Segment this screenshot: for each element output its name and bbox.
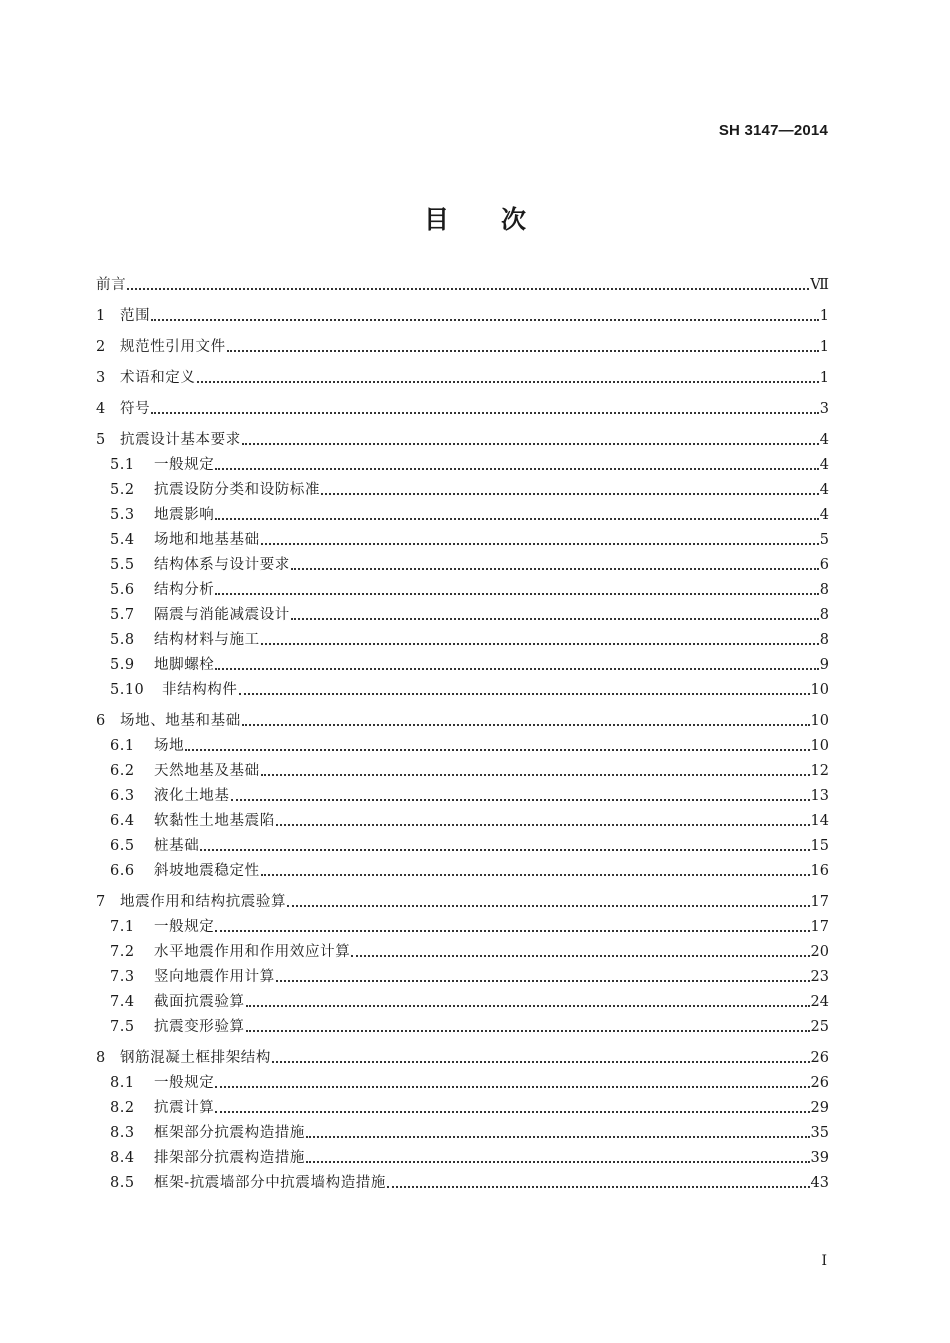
toc-entry-label: 前言: [96, 277, 127, 293]
toc-entry-page: 4: [819, 482, 829, 498]
toc-leader-dots: [197, 367, 819, 383]
toc-leader-dots: [291, 554, 819, 570]
toc-entry-number: 7.3: [110, 969, 135, 985]
toc-leader-dots: [306, 1147, 810, 1163]
toc-entry-label: 天然地基及基础: [154, 763, 260, 779]
toc-entry[interactable]: [96, 889, 829, 911]
toc-entry-page: 35: [810, 1125, 829, 1141]
toc-leader-dots: [215, 916, 809, 932]
toc-entry-page: 20: [810, 944, 829, 960]
toc-leader-dots: [246, 1016, 810, 1032]
toc-entry-number: 7.1: [110, 919, 135, 935]
toc-entry[interactable]: [96, 427, 829, 449]
toc-leader-dots: [276, 966, 810, 982]
toc-entry[interactable]: [96, 783, 829, 805]
toc-leader-dots: [215, 454, 818, 470]
toc-entry-number: 5.9: [110, 657, 135, 673]
toc-entry-label: 结构体系与设计要求: [154, 557, 290, 573]
toc-entry-page: 5: [819, 532, 829, 548]
toc-entry-label: 一般规定: [154, 457, 215, 473]
toc-leader-dots: [151, 305, 819, 321]
toc-entry-label: 结构分析: [154, 582, 215, 598]
toc-leader-dots: [387, 1172, 810, 1188]
toc-entry[interactable]: [96, 602, 829, 624]
toc-entry-number: 6.5: [110, 838, 135, 854]
toc-entry-label: 术语和定义: [120, 370, 196, 386]
toc-entry[interactable]: [96, 334, 829, 356]
toc-entry-number: 8.2: [110, 1100, 135, 1116]
toc-entry[interactable]: [96, 477, 829, 499]
toc-entry-label: 一般规定: [154, 919, 215, 935]
toc-entry-number: 7.5: [110, 1019, 135, 1035]
toc-entry-page: 10: [810, 713, 829, 729]
toc-entry[interactable]: [96, 303, 829, 325]
toc-entry-label: 符号: [120, 401, 151, 417]
toc-entry[interactable]: [96, 858, 829, 880]
toc-entry-label: 抗震变形验算: [154, 1019, 245, 1035]
toc-leader-dots: [231, 785, 810, 801]
toc-leader-dots: [287, 891, 809, 907]
toc-leader-dots: [351, 941, 809, 957]
toc-entry[interactable]: [96, 708, 829, 730]
toc-entry-page: 15: [810, 838, 829, 854]
toc-entry[interactable]: [96, 833, 829, 855]
toc-entry-number: 5.7: [110, 607, 135, 623]
toc-entry-number: 6.3: [110, 788, 135, 804]
toc-leader-dots: [246, 991, 810, 1007]
toc-entry-number: 6.4: [110, 813, 135, 829]
toc-leader-dots: [306, 1122, 810, 1138]
toc-entry-page: 25: [810, 1019, 829, 1035]
toc-entry-label: 抗震设计基本要求: [120, 432, 241, 448]
toc-entry-page: 4: [819, 507, 829, 523]
toc-entry-label: 抗震设防分类和设防标准: [154, 482, 321, 498]
toc-entry-number: 8.1: [110, 1075, 135, 1091]
toc-entry-label: 地震影响: [154, 507, 215, 523]
toc-entry-number: 6.1: [110, 738, 135, 754]
toc-entry[interactable]: [96, 1014, 829, 1036]
toc-entry-page: 8: [819, 607, 829, 623]
toc-entry-label: 场地: [154, 738, 185, 754]
toc-leader-dots: [242, 710, 810, 726]
toc-entry-label: 一般规定: [154, 1075, 215, 1091]
toc-entry-label: 场地、地基和基础: [120, 713, 241, 729]
toc-entry[interactable]: [96, 1170, 829, 1192]
toc-entry[interactable]: [96, 808, 829, 830]
toc-leader-dots: [215, 504, 818, 520]
toc-entry-number: 6.6: [110, 863, 135, 879]
toc-entry-page: 10: [810, 682, 829, 698]
title-char-2: 次: [501, 205, 527, 234]
toc-entry-number: 5: [96, 432, 106, 448]
toc-entry[interactable]: [96, 1095, 829, 1117]
toc-entry[interactable]: [96, 652, 829, 674]
toc-entry-number: 5.1: [110, 457, 135, 473]
toc-entry[interactable]: [96, 627, 829, 649]
toc-entry-label: 隔震与消能减震设计: [154, 607, 290, 623]
toc-leader-dots: [261, 860, 810, 876]
toc-entry[interactable]: [96, 552, 829, 574]
page-title: [0, 200, 950, 236]
toc-leader-dots: [227, 336, 819, 352]
toc-entry[interactable]: [96, 272, 829, 294]
toc-entry-label: 地脚螺栓: [154, 657, 215, 673]
toc-entry-page: 14: [810, 813, 829, 829]
toc-entry-label: 框架-抗震墙部分中抗震墙构造措施: [154, 1175, 386, 1191]
toc-entry-label: 规范性引用文件: [120, 339, 226, 355]
toc-entry-label: 竖向地震作用计算: [154, 969, 275, 985]
toc-entry-page: 23: [810, 969, 829, 985]
toc-entry-page: 8: [819, 582, 829, 598]
toc-entry-label: 排架部分抗震构造措施: [154, 1150, 305, 1166]
toc-entry[interactable]: [96, 527, 829, 549]
toc-entry-number: 6: [96, 713, 106, 729]
toc-entry-page: 26: [810, 1050, 829, 1066]
toc-entry[interactable]: [96, 758, 829, 780]
toc-entry[interactable]: [96, 989, 829, 1011]
toc-entry[interactable]: [96, 964, 829, 986]
toc-leader-dots: [276, 810, 810, 826]
toc-entry-number: 8.5: [110, 1175, 135, 1191]
toc-entry-page: 39: [810, 1150, 829, 1166]
toc-entry[interactable]: [96, 1120, 829, 1142]
toc-entry-page: 13: [810, 788, 829, 804]
page-number: I: [821, 1253, 827, 1269]
toc-leader-dots: [151, 398, 819, 414]
toc-entry-number: 5.5: [110, 557, 135, 573]
toc-entry-page: 1: [819, 308, 829, 324]
toc-entry[interactable]: [96, 365, 829, 387]
toc-entry-number: 5.8: [110, 632, 135, 648]
toc-entry-page: 4: [819, 457, 829, 473]
toc-entry-label: 斜坡地震稳定性: [154, 863, 260, 879]
toc-leader-dots: [185, 735, 809, 751]
toc-entry-page: 8: [819, 632, 829, 648]
toc-entry-number: 8.4: [110, 1150, 135, 1166]
toc-entry[interactable]: [96, 1045, 829, 1067]
toc-leader-dots: [215, 579, 818, 595]
toc-entry-number: 7: [96, 894, 106, 910]
toc-entry-number: 5.3: [110, 507, 135, 523]
toc-entry[interactable]: [96, 577, 829, 599]
toc-entry-number: 5.4: [110, 532, 135, 548]
toc-entry-label: 范围: [120, 308, 151, 324]
toc-entry[interactable]: [96, 502, 829, 524]
toc-entry[interactable]: [96, 1145, 829, 1167]
toc-leader-dots: [215, 1072, 809, 1088]
toc-entry-label: 钢筋混凝土框排架结构: [120, 1050, 271, 1066]
toc-entry-page: 16: [810, 863, 829, 879]
toc-entry-label: 截面抗震验算: [154, 994, 245, 1010]
toc-entry[interactable]: [96, 452, 829, 474]
toc-entry-label: 非结构构件: [162, 682, 238, 698]
toc-entry-page: 3: [819, 401, 829, 417]
toc-entry-page: 29: [810, 1100, 829, 1116]
toc-entry-number: 8.3: [110, 1125, 135, 1141]
toc-entry-page: 43: [810, 1175, 829, 1191]
toc-entry-number: 8: [96, 1050, 106, 1066]
toc-entry-number: 5.6: [110, 582, 135, 598]
toc-entry-page: 17: [810, 919, 829, 935]
toc-entry-number: 6.2: [110, 763, 135, 779]
toc-entry-page: 6: [819, 557, 829, 573]
toc-entry-label: 液化土地基: [154, 788, 230, 804]
toc-entry-page: 26: [810, 1075, 829, 1091]
toc-entry-number: 5.2: [110, 482, 135, 498]
standard-code: SH 3147—2014: [718, 122, 828, 139]
toc-entry-page: 4: [819, 432, 829, 448]
toc-entry-number: 2: [96, 339, 106, 355]
toc-leader-dots: [200, 835, 809, 851]
toc-leader-dots: [272, 1047, 810, 1063]
toc-leader-dots: [127, 274, 809, 290]
toc-entry-page: 24: [810, 994, 829, 1010]
toc-entry-label: 抗震计算: [154, 1100, 215, 1116]
toc-leader-dots: [242, 429, 819, 445]
toc-entry-label: 地震作用和结构抗震验算: [120, 894, 287, 910]
toc-leader-dots: [239, 679, 810, 695]
toc-entry[interactable]: [96, 914, 829, 936]
toc-entry-label: 场地和地基基础: [154, 532, 260, 548]
toc-entry[interactable]: [96, 1070, 829, 1092]
toc-entry-number: 7.2: [110, 944, 135, 960]
toc-entry-page: 17: [810, 894, 829, 910]
toc-entry-page: 9: [819, 657, 829, 673]
toc-entry-number: 1: [96, 308, 106, 324]
toc-entry-number: 4: [96, 401, 106, 417]
toc-entry-number: 5.10: [110, 682, 145, 698]
toc-entry-page: 10: [810, 738, 829, 754]
toc-entry-number: 7.4: [110, 994, 135, 1010]
toc-leader-dots: [321, 479, 819, 495]
toc-entry-label: 框架部分抗震构造措施: [154, 1125, 305, 1141]
toc-entry-page: 12: [810, 763, 829, 779]
toc-entry[interactable]: [96, 677, 829, 699]
toc-leader-dots: [291, 604, 819, 620]
toc-entry-label: 水平地震作用和作用效应计算: [154, 944, 351, 960]
toc-entry-page: Ⅶ: [810, 277, 829, 293]
toc-entry-number: 3: [96, 370, 106, 386]
toc-entry-label: 软黏性土地基震陷: [154, 813, 275, 829]
toc-leader-dots: [261, 529, 819, 545]
toc-leader-dots: [215, 654, 818, 670]
toc-entry[interactable]: [96, 396, 829, 418]
toc-leader-dots: [261, 760, 810, 776]
toc-entry-page: 1: [819, 370, 829, 386]
toc-leader-dots: [261, 629, 819, 645]
toc-entry-label: 桩基础: [154, 838, 200, 854]
toc-entry-label: 结构材料与施工: [154, 632, 260, 648]
toc-entry[interactable]: [96, 733, 829, 755]
toc-leader-dots: [215, 1097, 809, 1113]
title-char-1: 目: [423, 205, 449, 234]
toc-entry[interactable]: [96, 939, 829, 961]
toc-entry-page: 1: [819, 339, 829, 355]
